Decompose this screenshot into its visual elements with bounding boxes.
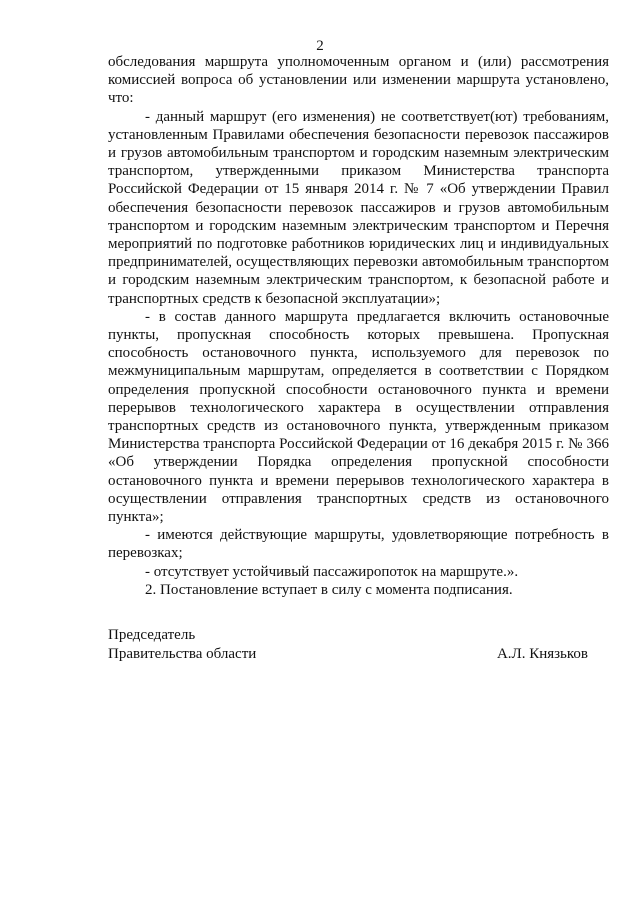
page-number: 2 xyxy=(316,38,324,54)
paragraph-2: - данный маршрут (его изменения) не соответствует(ют) требованиям, установленным Правилами обеспечения безопасности перевозок пассажиров и грузов автомобильным транспортом и городским наземным электрическим транспортом, утвержденными приказом Министерства транспорта Российской Федерации от 15 января 2014 г. № 7 «Об утверждении Правил обеспечения безопасности перевозок пассажиров и грузов автомобильным транспортом и городским наземным электрическим транспортом и Перечня мероприятий по подготовке работников юридических лиц и индивидуальных предпринимателей, осуществляющих перевозки автомобильным транспортом и городским наземным электрическим транспортом, к безопасной работе и транспортных средств к безопасной эксплуатации»; xyxy=(108,108,609,307)
document-body xyxy=(108,53,609,599)
paragraph-1: обследования маршрута уполномоченным органом и (или) рассмотрения комиссией вопроса об установлении или изменении маршрута установлено, что: xyxy=(108,54,609,107)
paragraph-5: - отсутствует устойчивый пассажиропоток на маршруте.». xyxy=(145,563,519,580)
paragraph-6: 2. Постановление вступает в силу с момента подписания. xyxy=(145,581,513,598)
signature-block xyxy=(108,626,588,663)
signature-row xyxy=(108,645,588,664)
signatory-title-line-2: Правительства области xyxy=(108,645,257,662)
paragraph-3: - в состав данного маршрута предлагается включить остановочные пункты, пропускная способность которых превышена. Пропускная способность остановочного пункта, используемого для перевозок по межмуниципальным маршрутам, определяется в соответствии с Порядком определения пропускной способности остановочного пункта и времени перерывов технологического характера в осуществлении отправления транспортных средств из остановочного пункта, утвержденным приказом Министерства транспорта Российской Федерации от 16 декабря 2015 г. № 366 «Об утверждении Порядка определения пропускной способности остановочного пункта и времени перерывов технологического характера в осуществлении отправления транспортных средств из остановочного пункта»; xyxy=(108,308,609,526)
signatory-name: А.Л. Князьков xyxy=(496,645,588,662)
signatory-title-line-1: Председатель xyxy=(108,627,196,643)
paragraph-4: - имеются действующие маршруты, удовлетворяющие потребность в перевозках; xyxy=(108,527,609,562)
